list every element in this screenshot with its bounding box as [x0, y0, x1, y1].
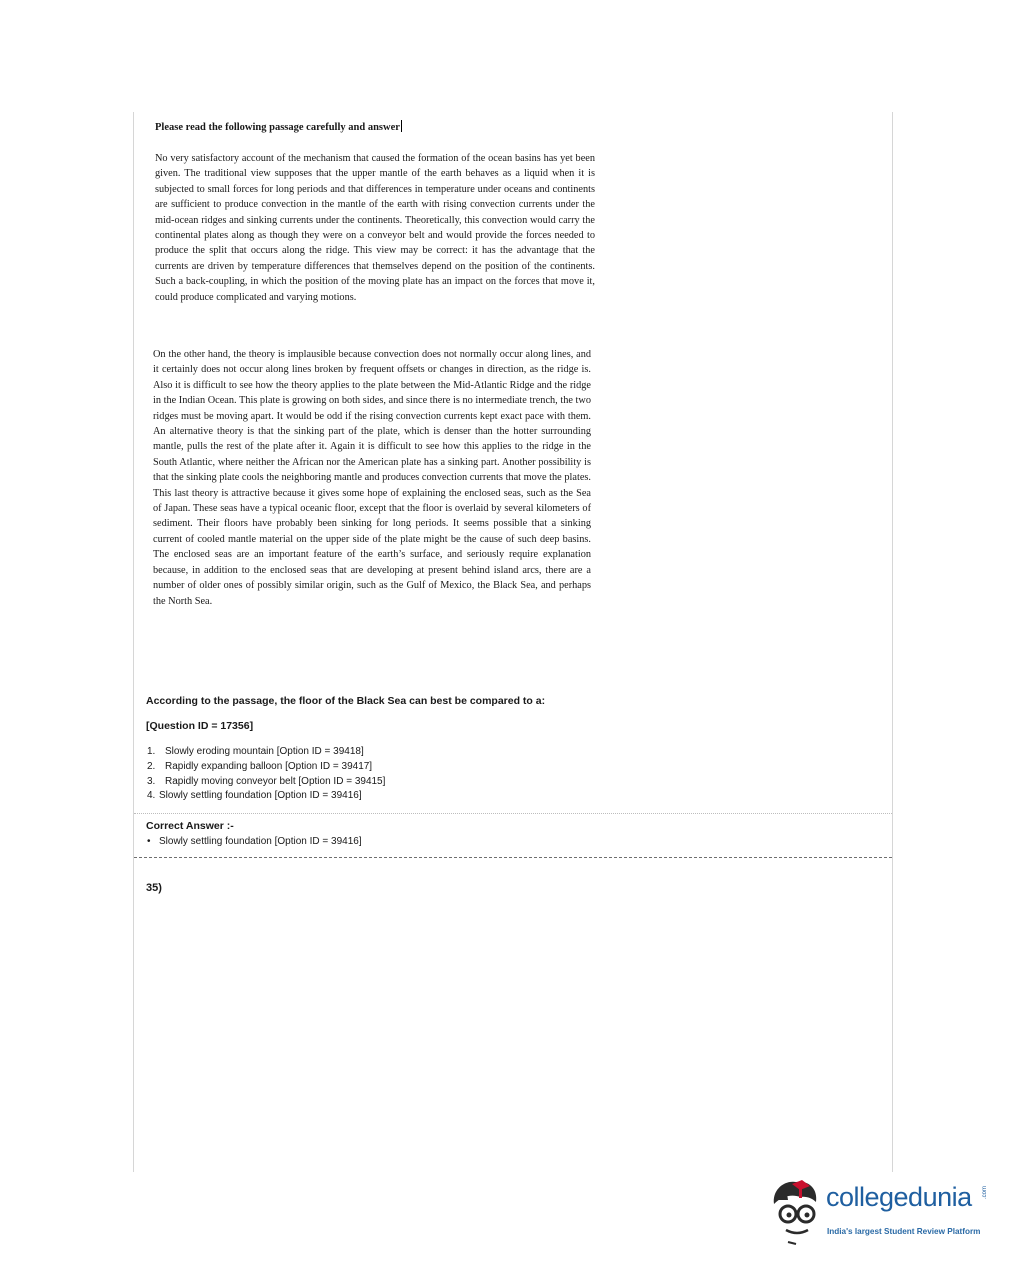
option-text: Rapidly expanding balloon [Option ID = 39417]: [165, 760, 373, 772]
collegedunia-logo: [766, 1176, 992, 1246]
option-number: 3.: [147, 775, 156, 787]
option-text: Slowly eroding mountain [Option ID = 39418]: [165, 746, 364, 757]
option-text: Slowly settling foundation [Option ID = 39416]: [159, 790, 362, 802]
section-divider: [134, 813, 892, 814]
correct-answer-heading: Correct Answer :-: [146, 820, 234, 832]
correct-answer-item: [147, 836, 362, 847]
passage-paragraph-1: No very satisfactory account of the mechanism that caused the formation of the ocean basins has yet been given. The traditional view supposes that the upper mantle of the earth behaves as a liquid when it is subjected to small forces for long periods and that differences in temperature under oceans and continents are sufficient to produce convection in the mantle of the earth with rising convection currents under the mid-ocean ridges and sinking currents under the continents. Theoretically, this convection would carry the continental plates along as though they were on a conveyor belt and would provide the forces needed to produce the split that occurs along the ridge. This view may be correct: it has the advantage that the currents are driven by temperature differences that themselves depend on the position of the continents. Such a back-coupling, in which the position of the moving plate has an impact on the forces that move it, could produce complicated and varying motions.: [155, 153, 595, 303]
question-text: According to the passage, the floor of the Black Sea can best be compared to a:: [146, 695, 546, 707]
question-separator: [134, 857, 892, 858]
bullet-icon: •: [147, 836, 151, 847]
option-number: 4.: [147, 790, 156, 802]
option-number: 1.: [147, 746, 156, 757]
options-list: [147, 745, 385, 804]
page-frame-right: [892, 112, 893, 1172]
option-text: Rapidly moving conveyor belt [Option ID = 39415]: [165, 775, 386, 787]
option-item: [147, 760, 385, 775]
option-item: [147, 745, 385, 760]
option-item: [147, 789, 385, 804]
next-question-number: 35): [146, 882, 162, 894]
page-frame-left: [133, 112, 134, 1172]
brand-name: collegedunia: [826, 1182, 972, 1212]
passage-paragraph-2: On the other hand, the theory is implausible because convection does not normally occur along lines, and it certainly does not occur along lines broken by frequent offsets or changes in direction, as the ridge is. Also it is difficult to see how the theory applies to the plate between the Mid-Atlantic Ridge and the ridge in the Indian Ocean. This plate is growing on both sides, and since there is no intermediate trench, the two ridges must be moving apart. It would be odd if the rising convection currents kept exact pace with them. An alternative theory is that the sinking part of the plate, which is denser than the hotter surrounding mantle, pulls the rest of the plate after it. Again it is difficult to see how this applies to the ridge in the South Atlantic, where neither the African nor the American plate has a sinking part. Another possibility is that the sinking plate cools the neighboring mantle and produces convection currents that move the plates. This last theory is attractive because it gives some hope of explaining the enclosed seas, such as the Sea of Japan. These seas have a typical oceanic floor, except that the floor is overlaid by several kilometers of sediment. Their floors have probably been sinking for long periods. It seems possible that a sinking current of cooled mantle material on the upper side of the plate might be the cause of such deep basins. The enclosed seas are an important feature of the earth’s surface, and seriously require explanation because, in addition to the enclosed seas that are developing at present behind island arcs, there are a number of older ones of possibly similar origin, such as the Gulf of Mexico, the Black Sea, and perhaps the North Sea.: [153, 349, 591, 607]
text-cursor: [401, 120, 402, 132]
brand-tagline: India's largest Student Review Platform: [827, 1227, 981, 1236]
brand-suffix: .com: [982, 1186, 988, 1200]
passage-instruction: Please read the following passage carefully and answer: [155, 122, 400, 133]
option-item: [147, 775, 385, 790]
student-mascot-icon: [766, 1176, 828, 1246]
option-number: 2.: [147, 760, 156, 772]
correct-answer-text: Slowly settling foundation [Option ID = 39416]: [159, 836, 362, 847]
question-id: [Question ID = 17356]: [146, 720, 254, 732]
